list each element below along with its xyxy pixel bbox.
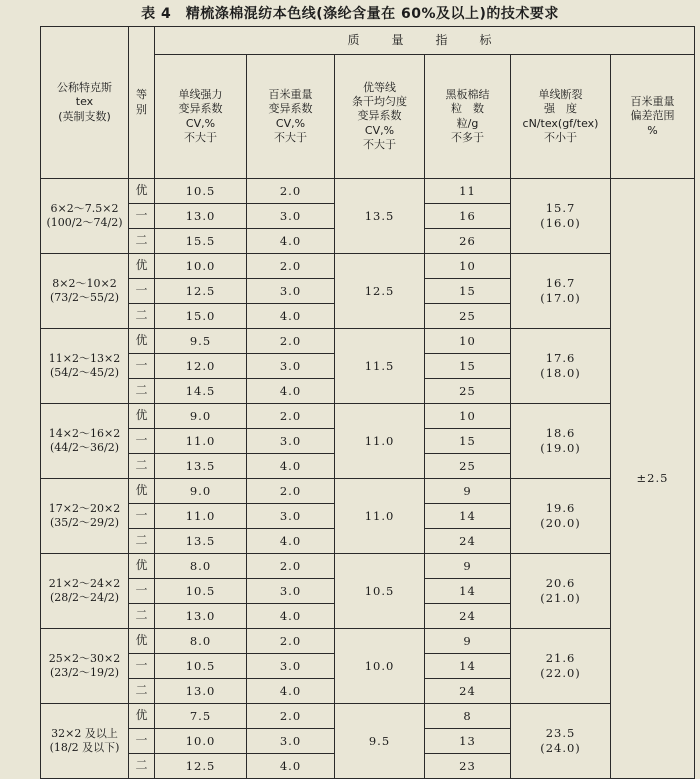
neps-cell: 24	[425, 604, 511, 629]
neps-cell: 13	[425, 729, 511, 754]
weight-cv-cell: 3.0	[247, 579, 335, 604]
strength-cv-cell: 12.5	[155, 279, 247, 304]
grade-cell: 二	[129, 754, 155, 779]
spec-cell: 25×2～30×2 (23/2～19/2)	[41, 629, 129, 704]
neps-cell: 9	[425, 479, 511, 504]
spec-cell: 6×2～7.5×2 (100/2～74/2)	[41, 179, 129, 254]
strength-cv-cell: 8.0	[155, 554, 247, 579]
grade-cell: 优	[129, 704, 155, 729]
strength-cv-cell: 9.0	[155, 404, 247, 429]
tenacity-cell: 20.6 (21.0)	[511, 554, 611, 629]
neps-cell: 26	[425, 229, 511, 254]
weight-cv-cell: 4.0	[247, 379, 335, 404]
strength-cv-cell: 10.0	[155, 729, 247, 754]
grade-cell: 一	[129, 354, 155, 379]
header-neps: 黑板棉结 粒 数 粒/g 不多于	[425, 55, 511, 179]
evenness-cv-cell: 11.0	[335, 404, 425, 479]
neps-cell: 9	[425, 629, 511, 654]
strength-cv-cell: 7.5	[155, 704, 247, 729]
grade-cell: 优	[129, 479, 155, 504]
weight-cv-cell: 4.0	[247, 754, 335, 779]
weight-cv-cell: 2.0	[247, 554, 335, 579]
neps-cell: 11	[425, 179, 511, 204]
tenacity-cell: 23.5 (24.0)	[511, 704, 611, 779]
strength-cv-cell: 15.5	[155, 229, 247, 254]
weight-cv-cell: 3.0	[247, 504, 335, 529]
neps-cell: 10	[425, 254, 511, 279]
grade-cell: 一	[129, 504, 155, 529]
grade-cell: 优	[129, 554, 155, 579]
strength-cv-cell: 10.5	[155, 654, 247, 679]
weight-cv-cell: 3.0	[247, 729, 335, 754]
grade-cell: 二	[129, 229, 155, 254]
neps-cell: 14	[425, 504, 511, 529]
neps-cell: 23	[425, 754, 511, 779]
evenness-cv-cell: 11.5	[335, 329, 425, 404]
grade-cell: 一	[129, 729, 155, 754]
weight-cv-cell: 4.0	[247, 604, 335, 629]
neps-cell: 24	[425, 679, 511, 704]
neps-cell: 25	[425, 304, 511, 329]
strength-cv-cell: 13.0	[155, 204, 247, 229]
weight-cv-cell: 4.0	[247, 529, 335, 554]
tenacity-cell: 18.6 (19.0)	[511, 404, 611, 479]
weight-cv-cell: 3.0	[247, 429, 335, 454]
table-row	[41, 629, 695, 654]
weight-cv-cell: 2.0	[247, 704, 335, 729]
weight-cv-cell: 2.0	[247, 179, 335, 204]
neps-cell: 25	[425, 454, 511, 479]
spec-cell: 17×2～20×2 (35/2～29/2)	[41, 479, 129, 554]
strength-cv-cell: 10.5	[155, 579, 247, 604]
technical-requirements-table	[40, 26, 695, 779]
weight-cv-cell: 3.0	[247, 204, 335, 229]
neps-cell: 10	[425, 404, 511, 429]
strength-cv-cell: 13.5	[155, 529, 247, 554]
strength-cv-cell: 12.5	[155, 754, 247, 779]
grade-cell: 一	[129, 429, 155, 454]
weight-deviation-cell: ±2.5	[611, 179, 695, 779]
header-tenacity: 单线断裂 强 度 cN/tex(gf/tex) 不小于	[511, 55, 611, 179]
neps-cell: 8	[425, 704, 511, 729]
neps-cell: 15	[425, 354, 511, 379]
strength-cv-cell: 10.0	[155, 254, 247, 279]
spec-cell: 32×2 及以上 (18/2 及以下)	[41, 704, 129, 779]
strength-cv-cell: 10.5	[155, 179, 247, 204]
neps-cell: 15	[425, 429, 511, 454]
grade-cell: 优	[129, 254, 155, 279]
strength-cv-cell: 11.0	[155, 504, 247, 529]
neps-cell: 16	[425, 204, 511, 229]
header-spec: 公称特克斯 tex (英制支数)	[41, 27, 129, 179]
evenness-cv-cell: 12.5	[335, 254, 425, 329]
header-grade: 等 别	[129, 27, 155, 179]
neps-cell: 14	[425, 654, 511, 679]
grade-cell: 优	[129, 179, 155, 204]
weight-cv-cell: 2.0	[247, 629, 335, 654]
table-row	[41, 704, 695, 729]
evenness-cv-cell: 13.5	[335, 179, 425, 254]
header-weight-cv: 百米重量 变异系数 CV,% 不大于	[247, 55, 335, 179]
grade-cell: 优	[129, 404, 155, 429]
grade-cell: 二	[129, 604, 155, 629]
header-strength-cv: 单线强力 变异系数 CV,% 不大于	[155, 55, 247, 179]
grade-cell: 一	[129, 279, 155, 304]
grade-cell: 一	[129, 579, 155, 604]
weight-cv-cell: 4.0	[247, 304, 335, 329]
table-row	[41, 404, 695, 429]
table-row	[41, 329, 695, 354]
spec-cell: 14×2～16×2 (44/2～36/2)	[41, 404, 129, 479]
neps-cell: 10	[425, 329, 511, 354]
table-row	[41, 179, 695, 204]
tenacity-cell: 19.6 (20.0)	[511, 479, 611, 554]
weight-cv-cell: 3.0	[247, 354, 335, 379]
weight-cv-cell: 2.0	[247, 329, 335, 354]
table-row	[41, 554, 695, 579]
neps-cell: 14	[425, 579, 511, 604]
evenness-cv-cell: 11.0	[335, 479, 425, 554]
neps-cell: 15	[425, 279, 511, 304]
strength-cv-cell: 8.0	[155, 629, 247, 654]
evenness-cv-cell: 10.5	[335, 554, 425, 629]
neps-cell: 24	[425, 529, 511, 554]
strength-cv-cell: 9.0	[155, 479, 247, 504]
tenacity-cell: 17.6 (18.0)	[511, 329, 611, 404]
strength-cv-cell: 13.5	[155, 454, 247, 479]
weight-cv-cell: 2.0	[247, 479, 335, 504]
weight-cv-cell: 2.0	[247, 404, 335, 429]
spec-cell: 21×2～24×2 (28/2～24/2)	[41, 554, 129, 629]
neps-cell: 25	[425, 379, 511, 404]
header-weight-deviation: 百米重量 偏差范围 %	[611, 55, 695, 179]
header-evenness-cv: 优等线 条干均匀度 变异系数 CV,% 不大于	[335, 55, 425, 179]
strength-cv-cell: 14.5	[155, 379, 247, 404]
grade-cell: 二	[129, 379, 155, 404]
grade-cell: 二	[129, 679, 155, 704]
weight-cv-cell: 4.0	[247, 229, 335, 254]
strength-cv-cell: 13.0	[155, 679, 247, 704]
evenness-cv-cell: 9.5	[335, 704, 425, 779]
grade-cell: 一	[129, 204, 155, 229]
tenacity-cell: 21.6 (22.0)	[511, 629, 611, 704]
grade-cell: 一	[129, 654, 155, 679]
tenacity-cell: 16.7 (17.0)	[511, 254, 611, 329]
weight-cv-cell: 4.0	[247, 454, 335, 479]
spec-cell: 8×2～10×2 (73/2～55/2)	[41, 254, 129, 329]
strength-cv-cell: 11.0	[155, 429, 247, 454]
table-title: 表 4 精梳涤棉混纺本色线(涤纶含量在 60%及以上)的技术要求	[141, 6, 559, 22]
tenacity-cell: 15.7 (16.0)	[511, 179, 611, 254]
strength-cv-cell: 9.5	[155, 329, 247, 354]
table-row	[41, 254, 695, 279]
evenness-cv-cell: 10.0	[335, 629, 425, 704]
strength-cv-cell: 13.0	[155, 604, 247, 629]
grade-cell: 二	[129, 529, 155, 554]
grade-cell: 优	[129, 329, 155, 354]
grade-cell: 二	[129, 304, 155, 329]
spec-cell: 11×2～13×2 (54/2～45/2)	[41, 329, 129, 404]
neps-cell: 9	[425, 554, 511, 579]
grade-cell: 优	[129, 629, 155, 654]
strength-cv-cell: 12.0	[155, 354, 247, 379]
header-quality-indicators: 质 量 指 标	[155, 27, 695, 55]
weight-cv-cell: 2.0	[247, 254, 335, 279]
strength-cv-cell: 15.0	[155, 304, 247, 329]
grade-cell: 二	[129, 454, 155, 479]
weight-cv-cell: 3.0	[247, 279, 335, 304]
weight-cv-cell: 3.0	[247, 654, 335, 679]
table-row	[41, 479, 695, 504]
weight-cv-cell: 4.0	[247, 679, 335, 704]
